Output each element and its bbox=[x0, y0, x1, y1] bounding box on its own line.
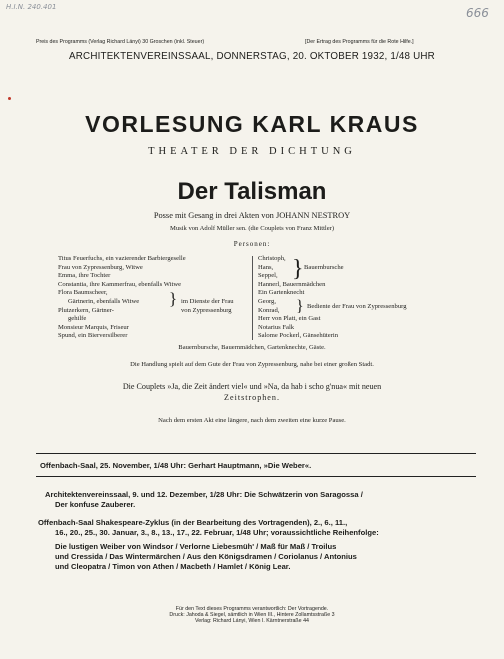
footer-line-3: Verlag: Richard Lányi, Wien I. Kärntnerstraße 44 bbox=[195, 618, 309, 624]
cast-entry: Gärtnerin, ebenfalls Witwe bbox=[68, 297, 140, 305]
cast-entry: Emma, ihre Tochter bbox=[58, 272, 111, 280]
cast-entry: Plutzerkern, Gärtner- bbox=[58, 306, 114, 314]
cast-entry: Flora Baumscheer, bbox=[58, 289, 108, 297]
cast-entry: Frau von Zypressenburg, Witwe bbox=[58, 263, 143, 271]
cast-entry: gehilfe bbox=[68, 315, 87, 323]
cast-entry: Georg, bbox=[258, 297, 277, 305]
cast-entry: Herr von Platt, ein Gast bbox=[258, 315, 321, 323]
proceeds-note: [Der Ertrag des Programms für die Rote Hilfe.] bbox=[305, 39, 414, 45]
brace-label-bauernbursche: Bauernbursche bbox=[304, 264, 344, 271]
page-number: 666 bbox=[466, 6, 489, 20]
left-brace: } bbox=[169, 289, 178, 308]
announcement-shakespeare-1: Offenbach-Saal Shakespeare-Zyklus (in der Bearbeitung des Vortragenden), 2., 6., 11., bbox=[38, 518, 348, 527]
subtitle: THEATER DER DICHTUNG bbox=[148, 146, 356, 157]
divider-top bbox=[36, 453, 476, 454]
announcement-shakespeare-2: 16., 20., 25., 30. Januar, 3., 8., 13., 17., 22. Februar, 1/48 Uhr; voraussichtliche Reihenfolge: bbox=[55, 528, 379, 537]
setting-note: Die Handlung spielt auf dem Gute der Frau von Zypressenburg, nahe bei einer großen Stadt. bbox=[130, 361, 374, 368]
cast-entry: Salome Pockerl, Gänsehüterin bbox=[258, 332, 339, 340]
right-brace-2: } bbox=[296, 298, 304, 315]
venue-date-line: ARCHITEKTENVEREINSSAAL, DONNERSTAG, 20. OKTOBER 1932, 1/48 UHR bbox=[69, 51, 435, 62]
footer-line-2: Druck: Jahoda & Siegel, sämtlich in Wien III., Hintere Zollamtsstraße 3 bbox=[169, 612, 335, 618]
announcement-architekten-2: Der konfuse Zauberer. bbox=[55, 500, 136, 509]
page-title: VORLESUNG KARL KRAUS bbox=[85, 111, 419, 137]
brace-label-bediente: Bediente der Frau von Zypressenburg bbox=[307, 303, 407, 310]
announcement-offenbach-weber: Offenbach-Saal, 25. November, 1/48 Uhr: Gerhart Hauptmann, »Die Weber«. bbox=[40, 461, 312, 470]
announcement-shakespeare-5: und Cleopatra / Timon von Athen / Macbeth / Hamlet / König Lear. bbox=[55, 562, 291, 571]
personen-heading: Personen: bbox=[233, 240, 271, 248]
announcement-architekten-1: Architektenvereinssaal, 9. und 12. Dezember, 1/28 Uhr: Die Schwätzerin von Saragossa / bbox=[45, 490, 363, 499]
couplets-line-1: Die Couplets »Ja, die Zeit ändert viel« und »Na, da hab i scho g'nua« mit neuen bbox=[122, 382, 382, 391]
play-subtitle: Posse mit Gesang in drei Akten von JOHANN NESTROY bbox=[153, 211, 351, 220]
cast-entry: Hannerl, Bauernmädchen bbox=[258, 280, 326, 288]
price-note: Preis des Programms (Verlag Richard Lányi) 30 Groschen (inkl. Steuer) bbox=[36, 39, 205, 45]
cast-entry: Konrad, bbox=[258, 306, 280, 314]
cast-entry: Hans, bbox=[258, 263, 274, 271]
red-mark bbox=[8, 97, 11, 100]
cast-entry: Monsieur Marquis, Friseur bbox=[58, 323, 129, 331]
footer-line-1: Für den Text dieses Programms verantwortlich: Der Vortragende. bbox=[175, 606, 329, 612]
couplets-line-2: Zeitstrophen. bbox=[224, 393, 280, 402]
announcement-shakespeare-4: und Cressida / Das Wintermärchen / Aus den Königsdramen / Coriolanus / Antonius bbox=[55, 552, 357, 561]
cast-entry: Notarius Falk bbox=[258, 323, 295, 331]
cast-extras: Bauernbursche, Bauernmädchen, Gartenknechte, Gäste. bbox=[178, 344, 326, 351]
cast-left-brace-text: im Dienste der Frau von Zypressenburg bbox=[181, 298, 234, 314]
music-credit: Musik von Adolf Müller sen. (die Couplets von Franz Mittler) bbox=[169, 225, 335, 232]
cast-entry: Christoph, bbox=[258, 255, 286, 262]
cast-entry: Constantia, ihre Kammerfrau, ebenfalls Witwe bbox=[58, 280, 182, 288]
cast-entry: Spund, ein Bierversilberer bbox=[58, 332, 128, 340]
cast-left bbox=[58, 255, 186, 341]
announcement-shakespeare-3: Die lustigen Weiber von Windsor / Verlorne Liebesmüh' / Maß für Maß / Troilus bbox=[55, 542, 337, 551]
divider-bottom bbox=[36, 476, 476, 477]
cast-entry: Seppel, bbox=[258, 272, 278, 280]
pause-note: Nach dem ersten Akt eine längere, nach dem zweiten eine kurze Pause. bbox=[158, 417, 346, 424]
cast-entry: Ein Gartenknecht bbox=[258, 289, 305, 297]
cast-entry: Titus Feuerfuchs, ein vazierender Barbiergeselle bbox=[58, 255, 186, 262]
archive-mark: H.I.N. 240.401 bbox=[6, 3, 57, 11]
right-brace-1: } bbox=[292, 256, 304, 282]
column-divider bbox=[252, 256, 254, 340]
play-title: Der Talisman bbox=[177, 178, 327, 205]
